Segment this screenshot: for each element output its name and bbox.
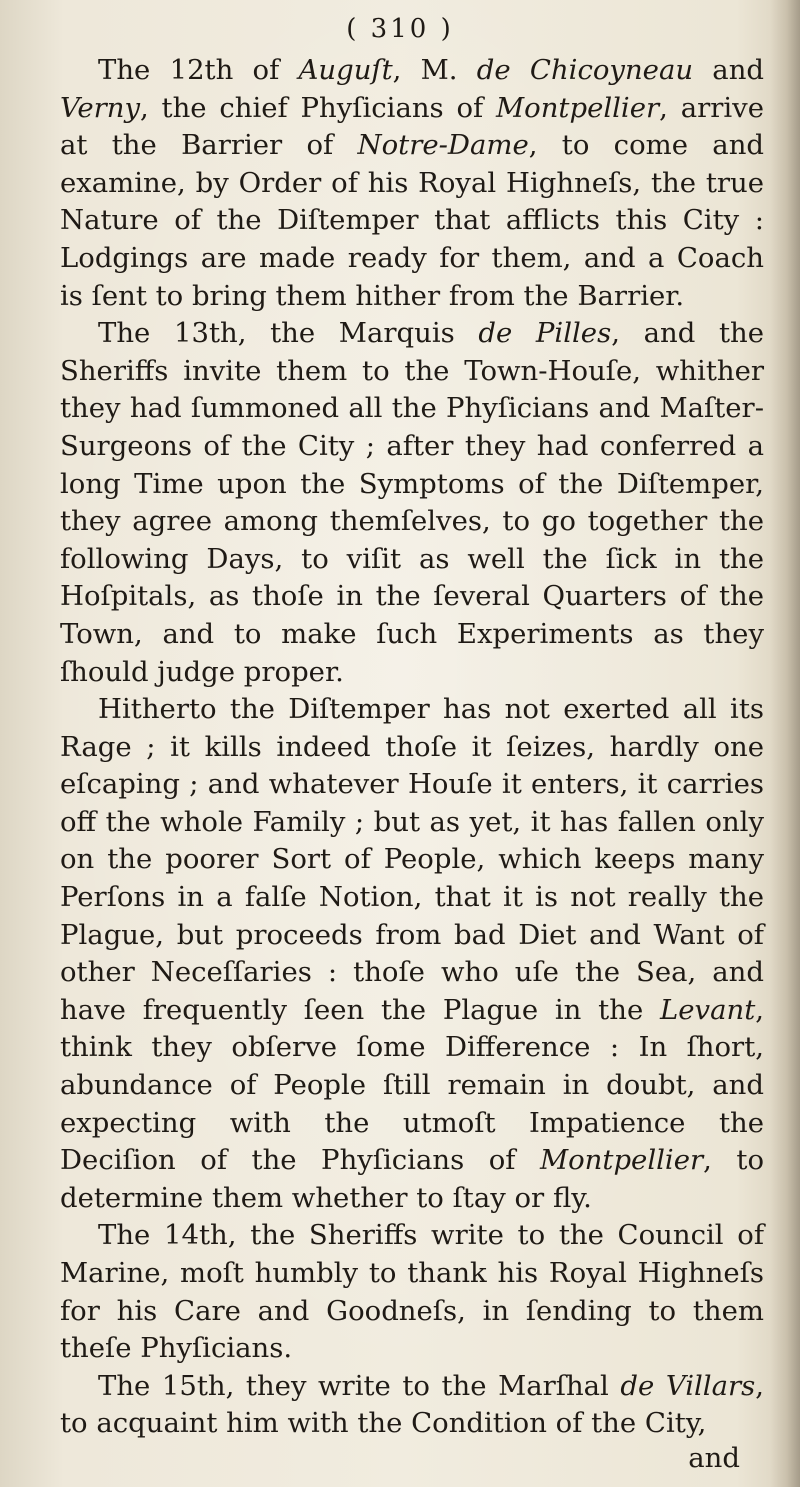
text-run: , arrive at the Barrier of: [60, 91, 764, 162]
paragraph: [60, 691, 764, 1217]
text-run: and: [693, 54, 765, 86]
text-run: , and the Sheriffs invite them to the Town-Houſe, whither they had ſummoned all the Phyſicians and Maſter-Surgeons of the City ; after they had conferred a long Time upon the Symptoms of the Diſtemper, they agree among themſelves, to go together the following Days, to viſit as well the ſick in the Hoſpitals, as thoſe in the ſeveral Quarters of the Town, and to make ſuch Experiments as they ſhould judge proper.: [60, 317, 764, 688]
text-run: , M.: [392, 54, 477, 86]
text-run: , the chief Phyſicians of: [140, 91, 496, 124]
paragraph: [60, 1217, 764, 1367]
catchword: and: [688, 1442, 740, 1474]
page-edge-shadow: [770, 0, 800, 1487]
text-run: , to come and examine, by Order of his Royal Highneſs, the true Nature of the Diſtemper that afflicts this City : Lodgings are made ready for them, and a Coach is ſent to bring them hither from the Barrier.: [60, 129, 765, 312]
italic-text: Verny: [60, 91, 141, 124]
italic-text: de Pilles: [478, 317, 612, 350]
paragraph: [60, 52, 764, 315]
paragraph: [60, 315, 764, 691]
text-run: The 14th, the Sheriffs write to the Council of Marine, moſt humbly to thank his Royal Highneſs for his Care and Goodneſs, in ſending to them theſe Phyſicians.: [60, 1219, 764, 1365]
text-run: , think they obſerve ſome Difference : In ſhort, abundance of People ſtill remain in doubt, and expecting with the utmoſt Impatience the Deciſion of the Phyſicians of: [60, 993, 764, 1177]
page-number: ( 310 ): [346, 14, 454, 44]
text-run: The 12th of: [98, 54, 299, 86]
italic-text: Notre-Dame: [357, 129, 529, 162]
italic-text: de Chicoyneau: [476, 54, 694, 86]
text-run: The 15th, they write to the Marſhal: [98, 1369, 621, 1402]
italic-text: de Villars: [620, 1369, 756, 1402]
italic-text: Montpellier: [495, 91, 660, 124]
body-text: [60, 52, 764, 1443]
italic-text: Auguſt: [298, 54, 393, 86]
text-run: Hitherto the Diſtemper has not exerted all its Rage ; it kills indeed thoſe it ſeizes, hardly one eſcaping ; and whatever Houſe it enters, it carries off the whole Family ; but as yet, it has fallen only on the poorer Sort of People, which keeps many Perſons in a falſe Notion, that it is not really the Plague, but proceeds from bad Diet and Want of other Neceſſaries : thoſe who uſe the Sea, and have frequently ſeen the Plague in the: [60, 693, 764, 1026]
paragraph: [60, 1368, 764, 1443]
text-run: , to acquaint him with the Condition of the City,: [60, 1369, 764, 1440]
italic-text: Montpellier: [539, 1144, 704, 1177]
italic-text: Levant: [660, 993, 756, 1026]
text-run: The 13th, the Marquis: [98, 317, 479, 350]
text-run: , to determine them whether to ſtay or fly.: [60, 1144, 764, 1214]
